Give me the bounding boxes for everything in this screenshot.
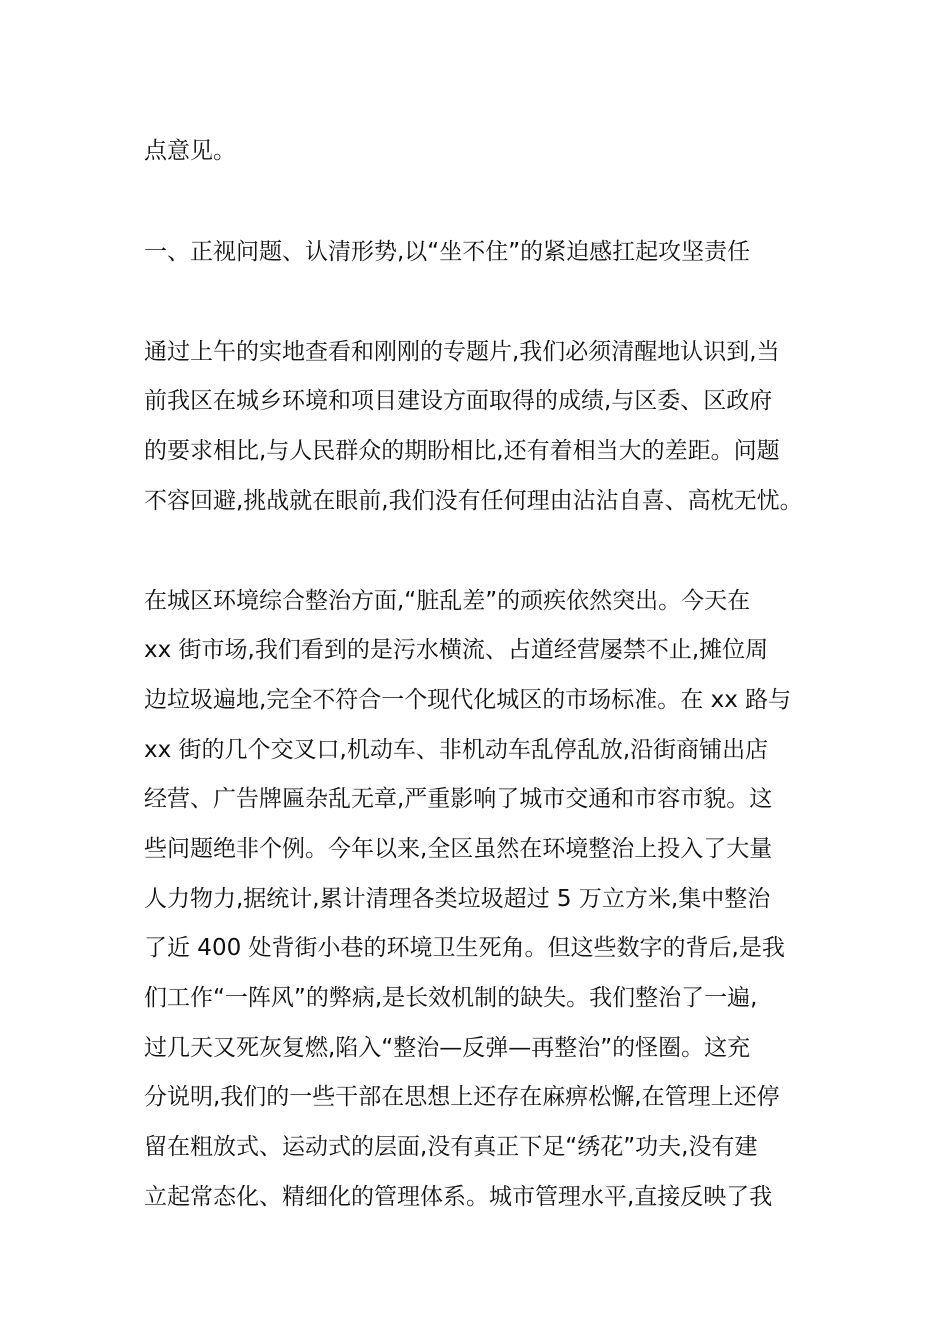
text-line-5: 的要求相比,与人民群众的期盼相比,还有着相当大的差距。问题 — [144, 438, 780, 464]
text-line-4: 前我区在城乡环境和项目建设方面取得的成绩,与区委、区政府 — [144, 388, 773, 414]
text-line-7: 在城区环境综合整治方面,“脏乱差”的顽疾依然突出。今天在 — [144, 588, 751, 614]
text-line-6: 不容回避,挑战就在眼前,我们没有任何理由沾沾自喜、高枕无忧。 — [144, 488, 803, 514]
text-line-19: 立起常态化、精细化的管理体系。城市管理水平,直接反映了我 — [144, 1184, 773, 1210]
text-line-10: xx 街的几个交叉口,机动车、非机动车乱停乱放,沿街商铺出店 — [144, 737, 769, 763]
text-line-18: 留在粗放式、运动式的层面,没有真正下足“绣花”功夫,没有建 — [144, 1134, 758, 1160]
text-line-3: 通过上午的实地查看和刚刚的专题片,我们必须清醒地认识到,当 — [144, 339, 780, 365]
text-line-11: 经营、广告牌匾杂乱无章,严重影响了城市交通和市容市貌。这 — [144, 786, 773, 812]
text-line-17: 分说明,我们的一些干部在思想上还存在麻痹松懈,在管理上还停 — [144, 1084, 780, 1110]
text-line-9: 边垃圾遍地,完全不符合一个现代化城区的市场标准。在 xx 路与 — [144, 687, 792, 713]
text-line-8: xx 街市场,我们看到的是污水横流、占道经营屡禁不止,摊位周 — [144, 637, 769, 663]
text-line-13: 人力物力,据统计,累计清理各类垃圾超过 5 万立方米,集中整治 — [144, 886, 771, 912]
section-heading: 一、正视问题、认清形势,以“坐不住”的紧迫感扛起攻坚责任 — [144, 239, 751, 265]
text-line-16: 过几天又死灰复燃,陷入“整治—反弹—再整治”的怪圈。这充 — [144, 1035, 751, 1061]
text-line-12: 些问题绝非个例。今年以来,全区虽然在环境整治上投入了大量 — [144, 836, 773, 862]
text-line-1: 点意见。 — [144, 138, 236, 164]
text-line-14: 了近 400 处背街小巷的环境卫生死角。但这些数字的背后,是我 — [144, 935, 785, 961]
text-line-15: 们工作“一阵风”的弊病,是长效机制的缺失。我们整治了一遍, — [144, 985, 758, 1011]
